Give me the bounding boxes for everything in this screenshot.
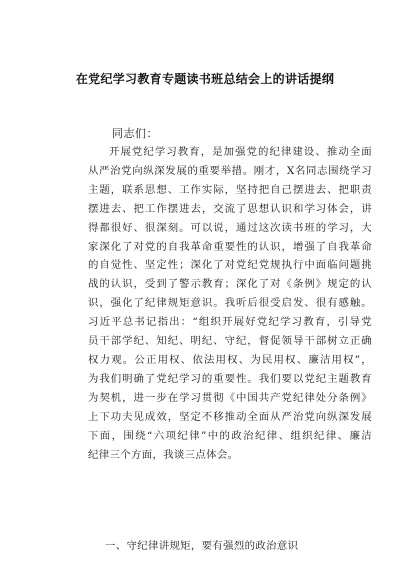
body-line: 习近平总书记指出：“组织开展好党纪学习教育，引导党 [88, 316, 372, 329]
body-line: 上下功夫见成效，坚定不移推动全面从严治党向纵深发展 [88, 410, 372, 423]
body-line: 战的认识，受到了警示教育；深化了对《条例》规定的认 [88, 278, 372, 291]
body-line: 得都很好、很深刻。可以说，通过这次读书班的学习，大 [88, 221, 372, 234]
body-line: 为契机，进一步在学习贯彻《中国共产党纪律处分条例》 [88, 391, 372, 404]
section-heading: 一、守纪律讲规矩，要有强烈的政治意识 [105, 540, 299, 552]
body-line: 为我们明确了党纪学习的重要性。我们要以党纪主题教育 [88, 372, 372, 385]
body-paragraph [88, 143, 372, 464]
body-line: 开展党纪学习教育，是加强党的纪律建设、推动全面 [109, 146, 372, 158]
body-line: 摆进去、把工作摆进去，交流了思想认识和学习体会，讲 [88, 202, 372, 215]
body-line: 从严治党向纵深发展的重要举措。刚才，X名同志围绕学习 [88, 164, 372, 177]
body-line: 权力观。公正用权、依法用权、为民用权、廉洁用权”， [88, 353, 372, 366]
document-title: 在党纪学习教育专题读书班总结会上的讲话提纲 [75, 72, 335, 86]
body-line: 主题，联系思想、工作实际，坚持把自己摆进去、把职责 [88, 183, 372, 196]
body-line: 的自觉性、坚定性；深化了对党纪党规执行中面临问题挑 [88, 259, 372, 272]
body-line: 员干部学纪、知纪、明纪、守纪，督促领导干部树立正确 [88, 335, 372, 348]
body-line: 纪律三个方面，我谈三点体会。 [88, 448, 239, 461]
body-line: 识，强化了纪律规矩意识。我听后很受启发、很有感触。 [88, 297, 372, 310]
body-line: 家深化了对党的自我革命重要性的认识，增强了自我革命 [88, 240, 372, 253]
body-line: 下面，围绕“六项纪律”中的政治纪律、组织纪律、廉洁 [88, 429, 372, 442]
salutation: 同志们： [112, 127, 158, 140]
